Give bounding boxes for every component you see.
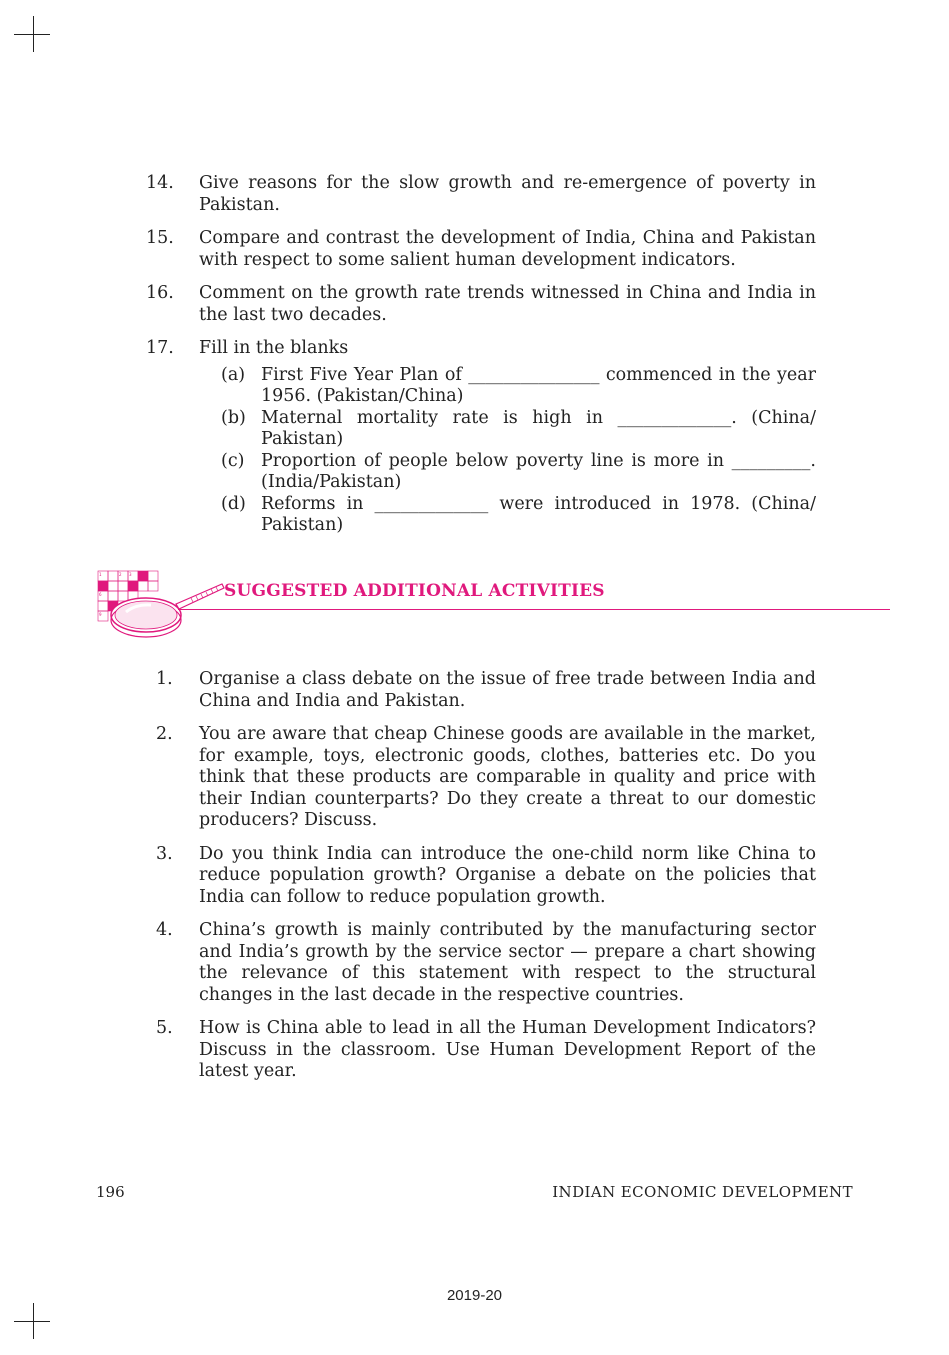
activity-text: Organise a class debate on the issue of free trade between India and China and India and Pakistan. — [199, 669, 816, 711]
activity-number: 2. — [156, 724, 173, 744]
question-text: Give reasons for the slow growth and re-emergence of poverty in Pakistan. — [199, 173, 816, 215]
fill-blank-item — [199, 451, 816, 494]
fill-blank-label: (c) — [221, 450, 245, 471]
activity-text: Do you think India can introduce the one-child norm like China to reduce population growth? Organise a debate on the policies that India can follow to reduce population growth. — [199, 843, 816, 907]
svg-text:6: 6 — [99, 592, 102, 597]
question-number: 17. — [146, 338, 174, 358]
fill-blank-text: Reforms in _____________ were introduced in 1978. (China/ Pakistan) — [261, 493, 816, 535]
fill-blank-label: (a) — [221, 364, 246, 385]
fill-blank-text: Maternal mortality rate is high in _____________. (China/ Pakistan) — [261, 407, 816, 449]
activity-item — [146, 669, 816, 712]
activity-text: China’s growth is mainly contributed by the manufacturing sector and India’s growth by the service sector — prepare a chart showing the relevance of this statement with respect to the structural changes in the last decade in the respective countries. — [199, 920, 816, 1005]
svg-text:9: 9 — [99, 612, 102, 617]
page-number: 196 — [96, 1183, 125, 1201]
activity-number: 1. — [156, 669, 173, 689]
fill-blank-label: (b) — [221, 407, 246, 428]
question-number: 16. — [146, 283, 174, 303]
section-heading — [96, 568, 796, 643]
svg-text:1: 1 — [99, 572, 102, 577]
fill-blank-text: Proportion of people below poverty line is more in _________. (India/Pakistan) — [261, 450, 816, 492]
fill-blank-item — [199, 408, 816, 451]
svg-text:3: 3 — [129, 572, 132, 577]
activity-item — [146, 724, 816, 832]
question-text: Compare and contrast the development of India, China and Pakistan with respect to some salient human development indicators. — [199, 228, 816, 270]
activity-number: 3. — [156, 843, 173, 864]
question-number: 14. — [146, 173, 174, 193]
crossword-magnifier-icon — [96, 568, 226, 643]
question-text: Comment on the growth rate trends witnessed in China and India in the last two decades. — [199, 283, 816, 325]
activity-item — [146, 920, 816, 1006]
activities-list — [146, 669, 816, 1095]
svg-text:2: 2 — [119, 572, 122, 577]
activity-item — [146, 844, 816, 909]
running-footer-title: INDIAN ECONOMIC DEVELOPMENT — [552, 1183, 853, 1201]
question-number: 15. — [146, 228, 174, 248]
edition-year: 2019-20 — [446, 1287, 503, 1304]
activity-number: 4. — [156, 920, 173, 940]
question-15 — [146, 228, 816, 271]
question-body — [199, 338, 816, 537]
section-divider — [178, 609, 890, 610]
fill-blank-label: (d) — [221, 493, 246, 514]
question-16 — [146, 283, 816, 326]
fill-blank-item — [199, 365, 816, 408]
fill-blank-text: First Five Year Plan of _______________ commenced in the year 1956. (Pakistan/China) — [261, 364, 816, 406]
activity-text: You are aware that cheap Chinese goods are available in the market, for example, toys, electronic goods, clothes, batteries etc. Do you think that these products are comparable in quality and price with their Indian counterparts? Do they create a threat to our domestic producers? Discuss. — [199, 724, 816, 830]
activity-item — [146, 1018, 816, 1083]
exercise-questions — [146, 173, 816, 549]
question-14 — [146, 173, 816, 216]
section-title: SUGGESTED ADDITIONAL ACTIVITIES — [224, 581, 605, 601]
question-17 — [146, 338, 816, 537]
question-text: Fill in the blanks — [199, 338, 349, 358]
fill-blank-item — [199, 494, 816, 537]
activity-text: How is China able to lead in all the Human Development Indicators? Discuss in the classroom. Use Human Development Report of the latest year. — [199, 1018, 816, 1081]
activity-number: 5. — [156, 1018, 173, 1038]
